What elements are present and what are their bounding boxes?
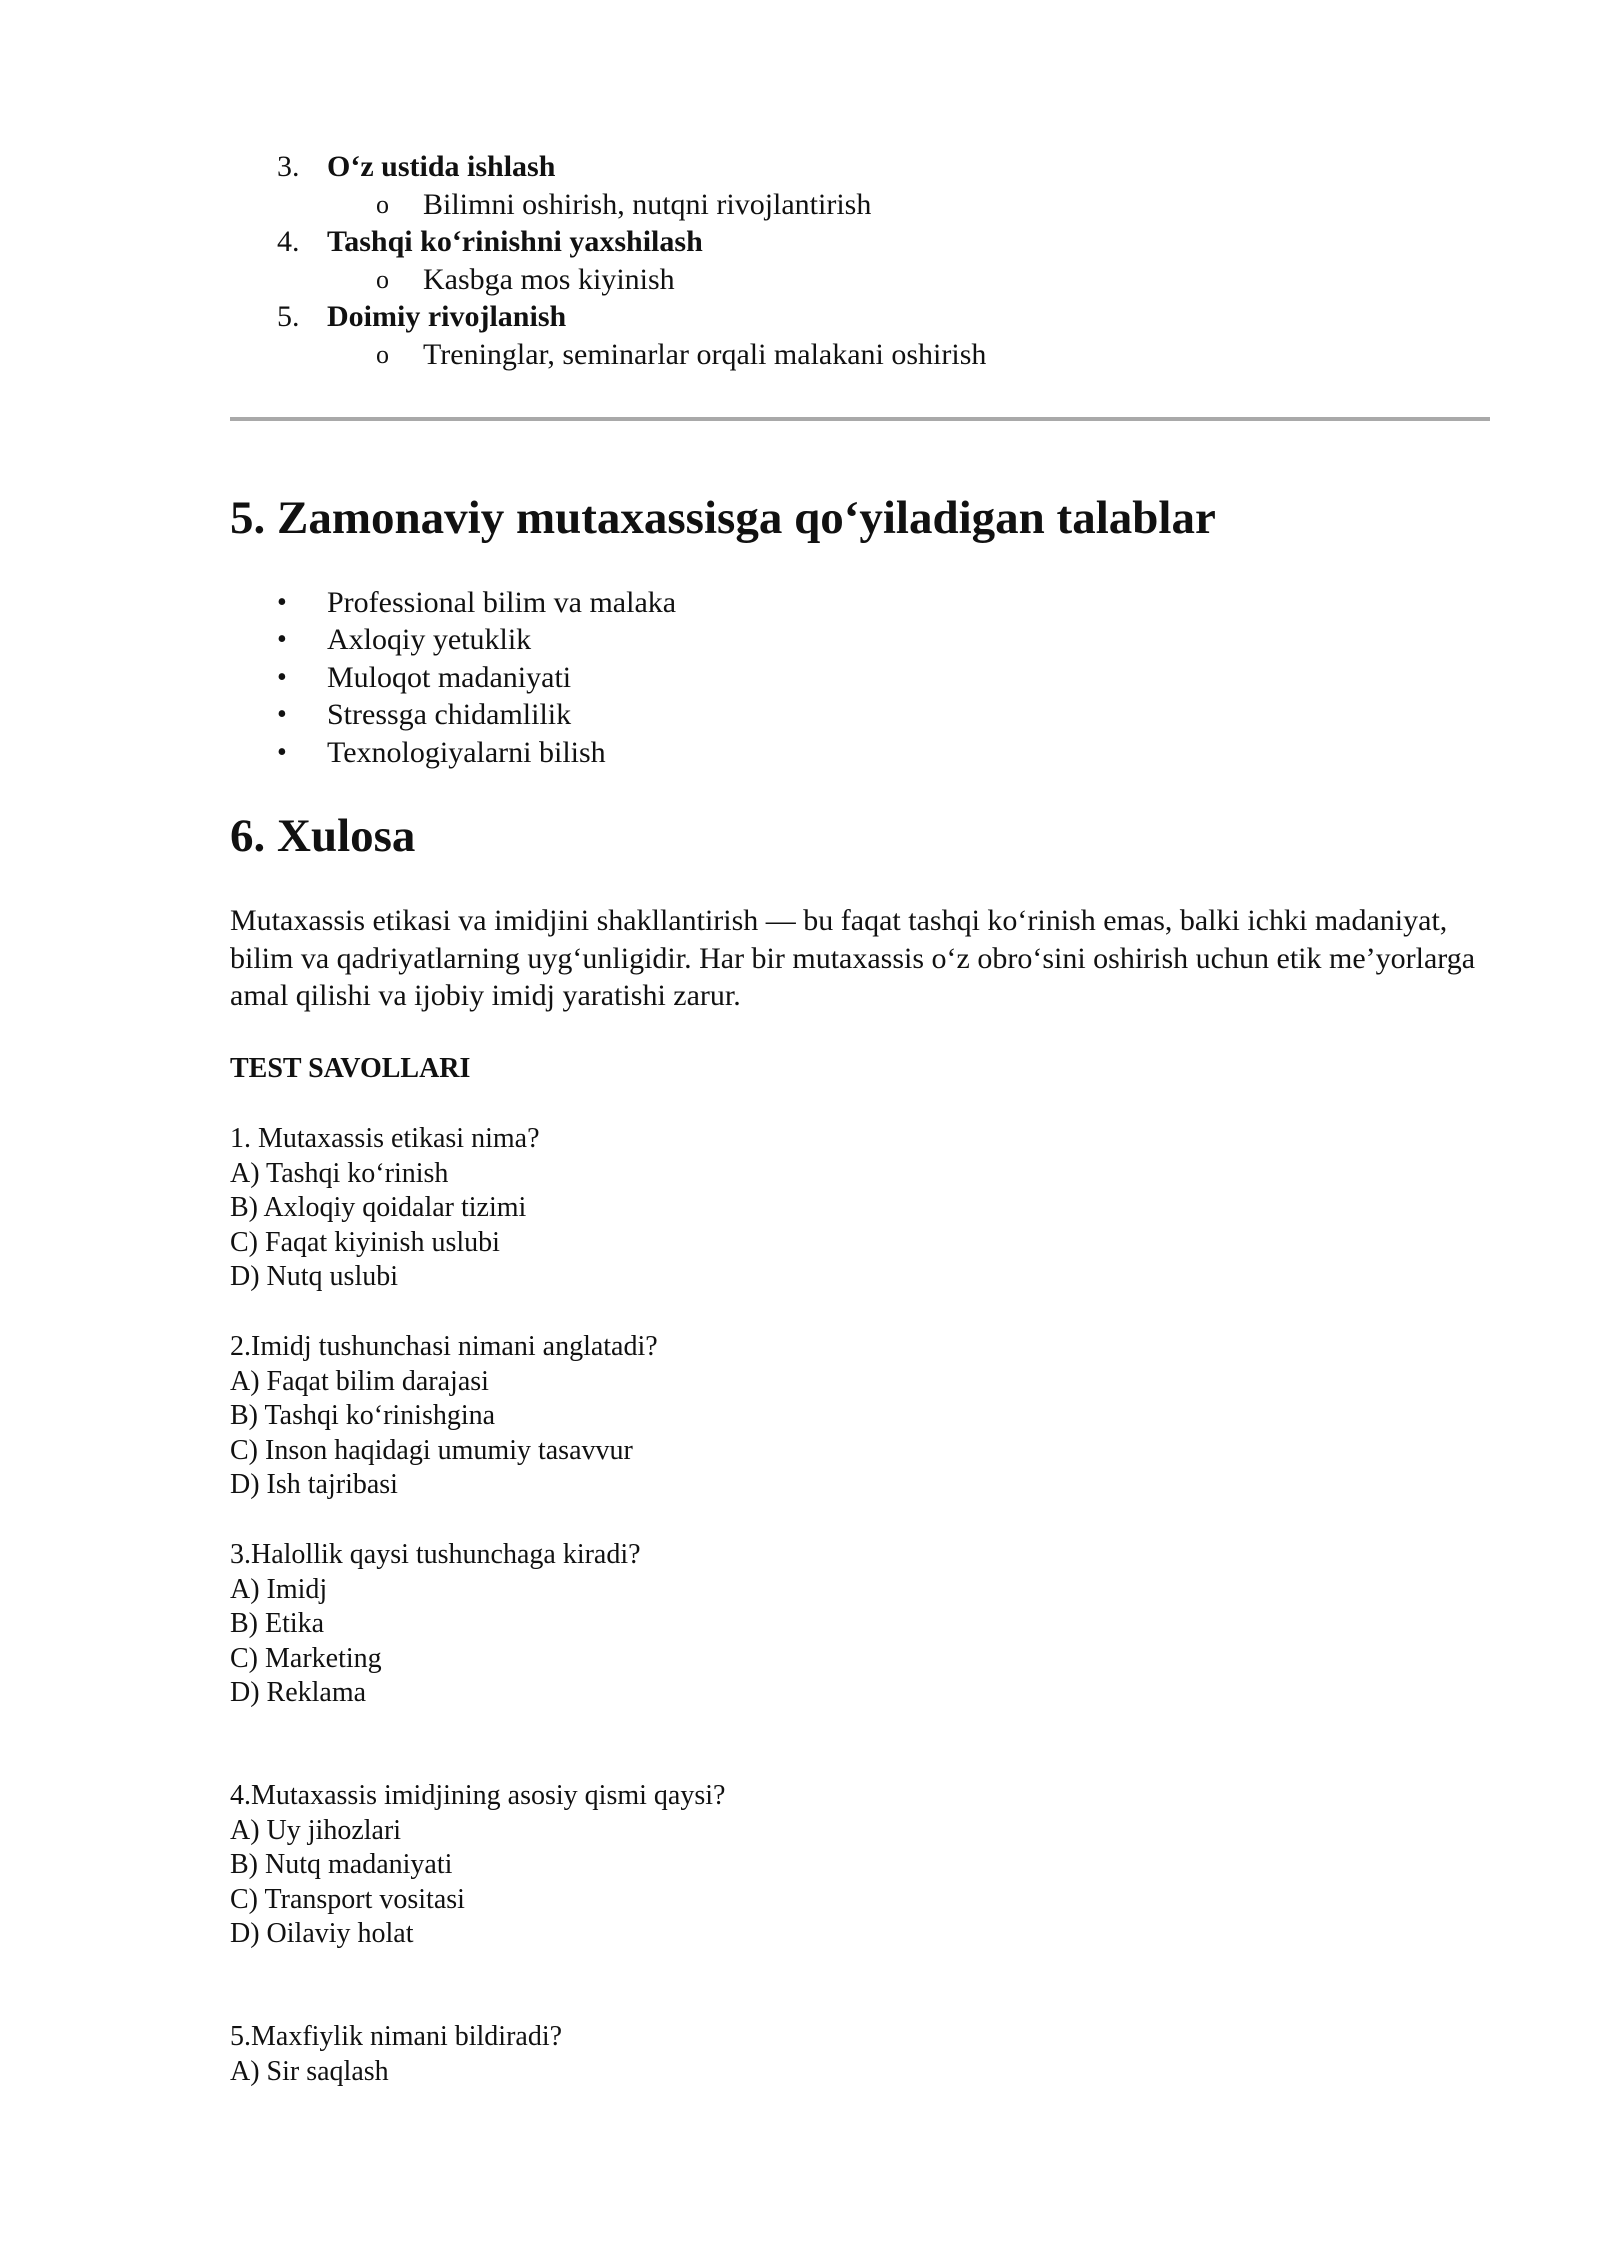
question-text: 5.Maxfiylik nimani bildiradi? xyxy=(230,2021,563,2052)
answer-option: C) Marketing xyxy=(230,1642,382,1674)
answer-option: B) Nutq madaniyati xyxy=(230,1849,453,1880)
list-item-text: Axloqiy yetuklik xyxy=(327,623,532,657)
answer-option: A) Faqat bilim darajasi xyxy=(230,1365,489,1397)
answer-option: C) Inson haqidagi umumiy tasavvur xyxy=(230,1434,633,1466)
question-text: 1. Mutaxassis etikasi nima? xyxy=(230,1123,540,1154)
list-number: 3. xyxy=(277,150,300,183)
answer-option: A) Uy jihozlari xyxy=(230,1814,402,1846)
answer-option: A) Imidj xyxy=(230,1573,328,1605)
horizontal-divider xyxy=(230,417,1490,421)
question-text: 4.Mutaxassis imidjining asosiy qismi qaysi? xyxy=(230,1780,726,1811)
bullet: • xyxy=(277,661,287,693)
test-question xyxy=(230,1779,725,1952)
answer-option: D) Ish tajribasi xyxy=(230,1469,398,1500)
sub-bullet: o xyxy=(376,189,389,219)
list-item-text: Muloqot madaniyati xyxy=(327,660,572,694)
list-number: 5. xyxy=(277,300,300,333)
test-question xyxy=(230,1330,658,1503)
conclusion-paragraph: Mutaxassis etikasi va imidjini shakllantirish — bu faqat tashqi ko‘rinish emas, balki ichki madaniyat, bilim va qadriyatlarning uyg‘unligidir. Har bir mutaxassis o‘z obro‘sini oshirish uchun etik me’yorlarga amal qilishi va ijobiy imidj yaratishi zarur. xyxy=(230,904,1476,1012)
test-question xyxy=(230,1122,540,1295)
answer-option: C) Transport vositasi xyxy=(230,1883,465,1915)
answer-option: B) Etika xyxy=(230,1608,325,1639)
answer-option: A) Tashqi ko‘rinish xyxy=(230,1157,449,1189)
bullet: • xyxy=(277,699,287,731)
list-item-text: Texnologiyalarni bilish xyxy=(327,735,606,769)
sub-list-text: Kasbga mos kiyinish xyxy=(423,262,675,296)
sub-list-text: Treninglar, seminarlar orqali malakani oshirish xyxy=(423,337,987,371)
bullet: • xyxy=(277,736,287,768)
list-item-text: Professional bilim va malaka xyxy=(327,586,677,619)
answer-option: C) Faqat kiyinish uslubi xyxy=(230,1226,500,1258)
test-question xyxy=(230,2020,562,2089)
list-item-text: Stressga chidamlilik xyxy=(327,698,572,732)
list-number: 4. xyxy=(277,225,300,258)
answer-option: D) Oilaviy holat xyxy=(230,1918,414,1949)
list-item-title: Doimiy rivojlanish xyxy=(327,300,567,333)
tests-title: TEST SAVOLLARI xyxy=(230,1053,471,1084)
test-question xyxy=(230,1538,641,1711)
question-text: 3.Halollik qaysi tushunchaga kiradi? xyxy=(230,1539,641,1570)
answer-option: D) Nutq uslubi xyxy=(230,1261,398,1292)
sub-bullet: o xyxy=(376,264,389,294)
section-5-heading: 5. Zamonaviy mutaxassisga qo‘yiladigan talablar xyxy=(230,492,1216,544)
sub-bullet: o xyxy=(376,339,389,369)
answer-option: B) Tashqi ko‘rinishgina xyxy=(230,1400,496,1431)
bullet: • xyxy=(277,587,287,618)
list-item-title: Tashqi ko‘rinishni yaxshilash xyxy=(327,225,703,258)
answer-option: D) Reklama xyxy=(230,1677,367,1708)
section-6-heading: 6. Xulosa xyxy=(230,810,416,862)
question-text: 2.Imidj tushunchasi nimani anglatadi? xyxy=(230,1331,658,1362)
bullet: • xyxy=(277,624,287,656)
list-item-title: O‘z ustida ishlash xyxy=(327,150,556,183)
sub-list-text: Bilimni oshirish, nutqni rivojlantirish xyxy=(423,187,872,221)
answer-option: A) Sir saqlash xyxy=(230,2055,389,2087)
answer-option: B) Axloqiy qoidalar tizimi xyxy=(230,1192,527,1223)
